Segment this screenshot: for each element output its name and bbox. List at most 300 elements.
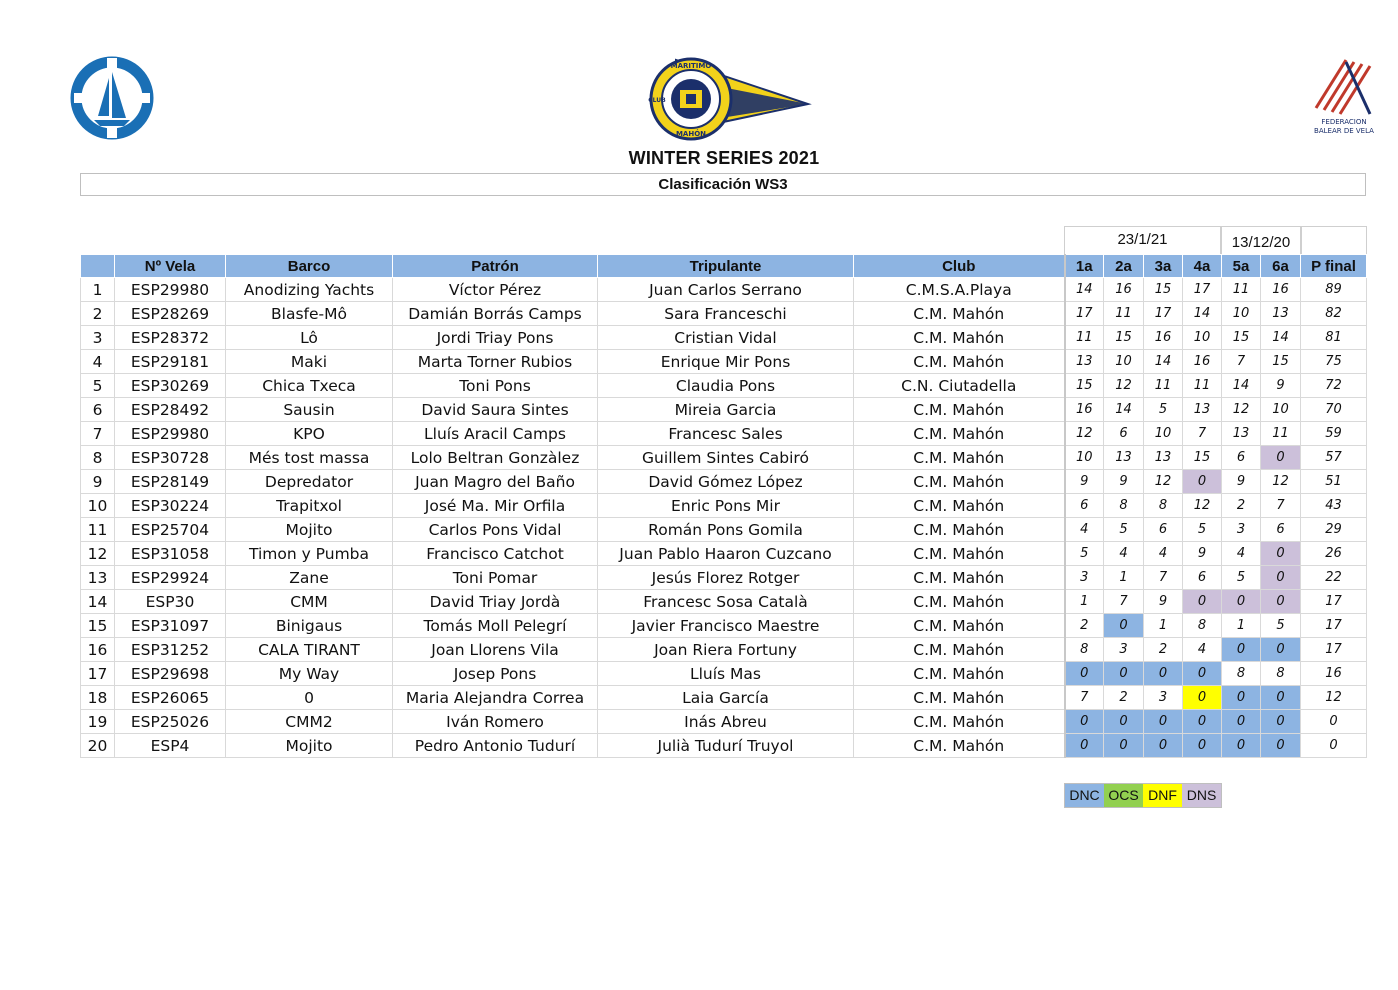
race-4a-score: 9 (1183, 542, 1222, 566)
race-4a-score: 12 (1183, 494, 1222, 518)
table-row (81, 326, 1367, 350)
race-3a-score: 10 (1144, 422, 1183, 446)
sail-number-cell: ESP29698 (115, 662, 226, 686)
crew-cell: Francesc Sales (598, 422, 854, 446)
skipper-cell: Carlos Pons Vidal (393, 518, 598, 542)
race-1a-score: 16 (1065, 398, 1104, 422)
final-points-cell: 17 (1301, 590, 1367, 614)
position-cell: 2 (81, 302, 115, 326)
crew-cell: Inás Abreu (598, 710, 854, 734)
race-2a-score: 11 (1104, 302, 1144, 326)
final-points-cell: 59 (1301, 422, 1367, 446)
penalty-legend (1064, 783, 1222, 808)
race-3a-score: 16 (1144, 326, 1183, 350)
position-cell: 3 (81, 326, 115, 350)
crew-cell: Guillem Sintes Cabiró (598, 446, 854, 470)
race-5a-score: 0 (1222, 710, 1261, 734)
race-1a-score: 12 (1065, 422, 1104, 446)
table-header-row (81, 255, 1367, 278)
club-cell: C.M. Mahón (854, 494, 1065, 518)
table-row (81, 398, 1367, 422)
race-1a-score: 1 (1065, 590, 1104, 614)
race-3a-score: 7 (1144, 566, 1183, 590)
crew-cell: David Gómez López (598, 470, 854, 494)
race-1a-score: 8 (1065, 638, 1104, 662)
race-4a-score: 13 (1183, 398, 1222, 422)
club-header: Club (854, 255, 1065, 278)
skipper-cell: Lluís Aracil Camps (393, 422, 598, 446)
final-points-cell: 17 (1301, 614, 1367, 638)
skipper-cell: Maria Alejandra Correa (393, 686, 598, 710)
table-row (81, 542, 1367, 566)
boat-cell: Depredator (226, 470, 393, 494)
race-5a-score: 14 (1222, 374, 1261, 398)
race-3a-score: 15 (1144, 278, 1183, 302)
final-points-cell: 82 (1301, 302, 1367, 326)
race-2a-score: 2 (1104, 686, 1144, 710)
boat-cell: Zane (226, 566, 393, 590)
race-6a-score: 12 (1261, 470, 1301, 494)
table-row (81, 638, 1367, 662)
position-cell: 19 (81, 710, 115, 734)
skipper-cell: Toni Pomar (393, 566, 598, 590)
position-cell: 11 (81, 518, 115, 542)
race-4a-score: 11 (1183, 374, 1222, 398)
table-row (81, 446, 1367, 470)
crew-cell: Javier Francisco Maestre (598, 614, 854, 638)
race-2a-score: 3 (1104, 638, 1144, 662)
race-3a-score: 8 (1144, 494, 1183, 518)
race-3a-header: 3a (1144, 255, 1183, 278)
race-6a-score: 0 (1261, 542, 1301, 566)
sail-number-cell: ESP26065 (115, 686, 226, 710)
crew-cell: Enrique Mir Pons (598, 350, 854, 374)
sail-number-cell: ESP4 (115, 734, 226, 758)
position-cell: 16 (81, 638, 115, 662)
table-row (81, 518, 1367, 542)
boat-cell: Chica Txeca (226, 374, 393, 398)
race-3a-score: 3 (1144, 686, 1183, 710)
race-4a-score: 0 (1183, 734, 1222, 758)
race-2a-score: 5 (1104, 518, 1144, 542)
final-points-cell: 22 (1301, 566, 1367, 590)
sail-number-cell: ESP29980 (115, 278, 226, 302)
table-row (81, 422, 1367, 446)
skipper-cell: Lolo Beltran Gonzàlez (393, 446, 598, 470)
race-4a-score: 4 (1183, 638, 1222, 662)
race-5a-score: 0 (1222, 638, 1261, 662)
skipper-cell: Tomás Moll Pelegrí (393, 614, 598, 638)
race-3a-score: 0 (1144, 734, 1183, 758)
race-3a-score: 4 (1144, 542, 1183, 566)
race-6a-score: 13 (1261, 302, 1301, 326)
position-cell: 15 (81, 614, 115, 638)
race-1a-score: 0 (1065, 662, 1104, 686)
date-race-5-6: 13/12/20 (1221, 226, 1301, 254)
skipper-cell: Pedro Antonio Tudurí (393, 734, 598, 758)
race-4a-score: 6 (1183, 566, 1222, 590)
boat-cell: Més tost massa (226, 446, 393, 470)
race-1a-score: 7 (1065, 686, 1104, 710)
federacion-balear-de-vela-logo (1306, 56, 1382, 142)
skipper-cell: José Ma. Mir Orfila (393, 494, 598, 518)
club-cell: C.M. Mahón (854, 326, 1065, 350)
race-4a-score: 17 (1183, 278, 1222, 302)
skipper-cell: David Saura Sintes (393, 398, 598, 422)
crew-cell: Enric Pons Mir (598, 494, 854, 518)
race-1a-score: 10 (1065, 446, 1104, 470)
race-2a-score: 16 (1104, 278, 1144, 302)
boat-cell: Anodizing Yachts (226, 278, 393, 302)
final-points-cell: 70 (1301, 398, 1367, 422)
club-cell: C.N. Ciutadella (854, 374, 1065, 398)
crew-cell: Juan Carlos Serrano (598, 278, 854, 302)
race-5a-header: 5a (1222, 255, 1261, 278)
race-4a-score: 0 (1183, 662, 1222, 686)
race-4a-header: 4a (1183, 255, 1222, 278)
crew-cell: Mireia Garcia (598, 398, 854, 422)
club-cell: C.M. Mahón (854, 590, 1065, 614)
race-1a-score: 17 (1065, 302, 1104, 326)
race-6a-score: 0 (1261, 590, 1301, 614)
position-cell: 7 (81, 422, 115, 446)
club-cell: C.M. Mahón (854, 518, 1065, 542)
race-2a-score: 8 (1104, 494, 1144, 518)
race-3a-score: 2 (1144, 638, 1183, 662)
race-6a-score: 0 (1261, 686, 1301, 710)
boat-cell: Mojito (226, 518, 393, 542)
race-5a-score: 4 (1222, 542, 1261, 566)
position-cell: 4 (81, 350, 115, 374)
race-5a-score: 12 (1222, 398, 1261, 422)
position-cell: 1 (81, 278, 115, 302)
sail-number-cell: ESP29924 (115, 566, 226, 590)
boat-cell: KPO (226, 422, 393, 446)
race-2a-score: 1 (1104, 566, 1144, 590)
final-points-cell: 0 (1301, 710, 1367, 734)
race-4a-score: 0 (1183, 470, 1222, 494)
race-5a-score: 15 (1222, 326, 1261, 350)
sail-number-cell: ESP30269 (115, 374, 226, 398)
crew-cell: Cristian Vidal (598, 326, 854, 350)
club-cell: C.M. Mahón (854, 350, 1065, 374)
patron-header: Patrón (393, 255, 598, 278)
race-4a-score: 14 (1183, 302, 1222, 326)
pos-header (81, 255, 115, 278)
position-cell: 18 (81, 686, 115, 710)
race-5a-score: 2 (1222, 494, 1261, 518)
race-4a-score: 8 (1183, 614, 1222, 638)
race-2a-score: 10 (1104, 350, 1144, 374)
race-3a-score: 1 (1144, 614, 1183, 638)
svg-text:CLUB: CLUB (648, 97, 666, 104)
race-2a-score: 0 (1104, 734, 1144, 758)
race-3a-score: 6 (1144, 518, 1183, 542)
sail-number-cell: ESP28372 (115, 326, 226, 350)
table-row (81, 734, 1367, 758)
final-points-cell: 29 (1301, 518, 1367, 542)
table-row (81, 374, 1367, 398)
table-row (81, 590, 1367, 614)
race-1a-score: 6 (1065, 494, 1104, 518)
position-cell: 6 (81, 398, 115, 422)
race-5a-score: 3 (1222, 518, 1261, 542)
race-6a-score: 16 (1261, 278, 1301, 302)
skipper-cell: Marta Torner Rubios (393, 350, 598, 374)
race-4a-score: 10 (1183, 326, 1222, 350)
race-6a-score: 8 (1261, 662, 1301, 686)
race-4a-score: 15 (1183, 446, 1222, 470)
race-5a-score: 5 (1222, 566, 1261, 590)
sail-number-cell: ESP28149 (115, 470, 226, 494)
race-2a-score: 9 (1104, 470, 1144, 494)
race-6a-score: 6 (1261, 518, 1301, 542)
club-cell: C.M. Mahón (854, 662, 1065, 686)
skipper-cell: Juan Magro del Baño (393, 470, 598, 494)
race-2a-score: 6 (1104, 422, 1144, 446)
race-3a-score: 11 (1144, 374, 1183, 398)
race-1a-score: 14 (1065, 278, 1104, 302)
race-5a-score: 0 (1222, 590, 1261, 614)
table-row (81, 278, 1367, 302)
skipper-cell: Damián Borrás Camps (393, 302, 598, 326)
race-6a-score: 5 (1261, 614, 1301, 638)
federation-line1: FEDERACION (1321, 118, 1367, 126)
table-row (81, 350, 1367, 374)
final-points-cell: 72 (1301, 374, 1367, 398)
position-cell: 12 (81, 542, 115, 566)
svg-text:MAHÓN: MAHÓN (675, 130, 707, 138)
position-cell: 13 (81, 566, 115, 590)
race-4a-score: 0 (1183, 710, 1222, 734)
race-6a-score: 10 (1261, 398, 1301, 422)
boat-cell: Mojito (226, 734, 393, 758)
race-4a-score: 0 (1183, 686, 1222, 710)
sail-number-cell: ESP25704 (115, 518, 226, 542)
race-1a-score: 5 (1065, 542, 1104, 566)
race-2a-score: 14 (1104, 398, 1144, 422)
race-2a-score: 4 (1104, 542, 1144, 566)
boat-cell: Sausin (226, 398, 393, 422)
final-points-cell: 89 (1301, 278, 1367, 302)
race-6a-header: 6a (1261, 255, 1301, 278)
race-3a-score: 12 (1144, 470, 1183, 494)
club-cell: C.M. Mahón (854, 686, 1065, 710)
race-5a-score: 0 (1222, 686, 1261, 710)
crew-cell: Julià Tudurí Truyol (598, 734, 854, 758)
table-row (81, 494, 1367, 518)
boat-cell: Blasfe-Mô (226, 302, 393, 326)
club-cell: C.M. Mahón (854, 470, 1065, 494)
crew-cell: Laia García (598, 686, 854, 710)
skipper-cell: Joan Llorens Vila (393, 638, 598, 662)
race-3a-score: 14 (1144, 350, 1183, 374)
sail-number-cell: ESP31058 (115, 542, 226, 566)
table-row (81, 686, 1367, 710)
race-2a-score: 0 (1104, 662, 1144, 686)
classification-subtitle: Clasificación WS3 (80, 173, 1366, 196)
federation-line2: BALEAR DE VELA (1314, 127, 1374, 135)
boat-cell: CALA TIRANT (226, 638, 393, 662)
boat-cell: 0 (226, 686, 393, 710)
legend-ocs: OCS (1104, 784, 1143, 807)
crew-cell: Francesc Sosa Català (598, 590, 854, 614)
tripulante-header: Tripulante (598, 255, 854, 278)
club-cell: C.M. Mahón (854, 422, 1065, 446)
race-3a-score: 0 (1144, 710, 1183, 734)
sail-number-cell: ESP30728 (115, 446, 226, 470)
race-2a-score: 12 (1104, 374, 1144, 398)
table-row (81, 614, 1367, 638)
race-1a-score: 15 (1065, 374, 1104, 398)
position-cell: 20 (81, 734, 115, 758)
table-row (81, 566, 1367, 590)
race-3a-score: 5 (1144, 398, 1183, 422)
final-points-cell: 75 (1301, 350, 1367, 374)
legend-dns: DNS (1182, 784, 1221, 807)
table-row (81, 710, 1367, 734)
final-points-cell: 17 (1301, 638, 1367, 662)
final-points-cell: 81 (1301, 326, 1367, 350)
final-points-cell: 51 (1301, 470, 1367, 494)
results-table (80, 254, 1367, 758)
race-6a-score: 0 (1261, 638, 1301, 662)
race-2a-score: 7 (1104, 590, 1144, 614)
race-6a-score: 0 (1261, 446, 1301, 470)
race-6a-score: 9 (1261, 374, 1301, 398)
race-6a-score: 0 (1261, 710, 1301, 734)
sail-number-cell: ESP28492 (115, 398, 226, 422)
boat-cell: CMM2 (226, 710, 393, 734)
race-3a-score: 17 (1144, 302, 1183, 326)
race-2a-score: 0 (1104, 614, 1144, 638)
race-5a-score: 8 (1222, 662, 1261, 686)
position-cell: 9 (81, 470, 115, 494)
club-cell: C.M. Mahón (854, 446, 1065, 470)
club-cell: C.M. Mahón (854, 638, 1065, 662)
sail-number-cell: ESP29181 (115, 350, 226, 374)
position-cell: 10 (81, 494, 115, 518)
boat-cell: Trapitxol (226, 494, 393, 518)
boat-cell: Lô (226, 326, 393, 350)
page-title: WINTER SERIES 2021 (628, 148, 820, 168)
final-points-cell: 26 (1301, 542, 1367, 566)
boat-cell: Maki (226, 350, 393, 374)
skipper-cell: Iván Romero (393, 710, 598, 734)
race-5a-score: 0 (1222, 734, 1261, 758)
skipper-cell: Toni Pons (393, 374, 598, 398)
race-1a-score: 0 (1065, 734, 1104, 758)
race-1a-score: 0 (1065, 710, 1104, 734)
race-5a-score: 9 (1222, 470, 1261, 494)
race-5a-score: 13 (1222, 422, 1261, 446)
p-final-header: P final (1301, 255, 1367, 278)
club-cell: C.M. Mahón (854, 734, 1065, 758)
race-1a-score: 9 (1065, 470, 1104, 494)
boat-cell: CMM (226, 590, 393, 614)
sail-number-cell: ESP31097 (115, 614, 226, 638)
race-1a-score: 13 (1065, 350, 1104, 374)
race-6a-score: 15 (1261, 350, 1301, 374)
race-4a-score: 16 (1183, 350, 1222, 374)
skipper-cell: Francisco Catchot (393, 542, 598, 566)
position-cell: 8 (81, 446, 115, 470)
race-5a-score: 1 (1222, 614, 1261, 638)
crew-cell: Juan Pablo Haaron Cuzcano (598, 542, 854, 566)
final-points-cell: 16 (1301, 662, 1367, 686)
position-cell: 14 (81, 590, 115, 614)
crew-cell: Román Pons Gomila (598, 518, 854, 542)
sail-number-cell: ESP30 (115, 590, 226, 614)
skipper-cell: Josep Pons (393, 662, 598, 686)
position-cell: 17 (81, 662, 115, 686)
date-race-1-4: 23/1/21 (1064, 226, 1221, 254)
final-points-cell: 43 (1301, 494, 1367, 518)
skipper-cell: David Triay Jordà (393, 590, 598, 614)
club-cell: C.M. Mahón (854, 302, 1065, 326)
vela-header: Nº Vela (115, 255, 226, 278)
race-6a-score: 0 (1261, 734, 1301, 758)
legend-dnc: DNC (1065, 784, 1104, 807)
race-6a-score: 0 (1261, 566, 1301, 590)
skipper-cell: Víctor Pérez (393, 278, 598, 302)
race-5a-score: 6 (1222, 446, 1261, 470)
sail-number-cell: ESP29980 (115, 422, 226, 446)
boat-cell: Timon y Pumba (226, 542, 393, 566)
race-6a-score: 11 (1261, 422, 1301, 446)
club-cell: C.M. Mahón (854, 398, 1065, 422)
crew-cell: Sara Franceschi (598, 302, 854, 326)
race-5a-score: 11 (1222, 278, 1261, 302)
race-1a-score: 11 (1065, 326, 1104, 350)
race-3a-score: 13 (1144, 446, 1183, 470)
skipper-cell: Jordi Triay Pons (393, 326, 598, 350)
race-6a-score: 14 (1261, 326, 1301, 350)
race-4a-score: 0 (1183, 590, 1222, 614)
table-row (81, 302, 1367, 326)
race-3a-score: 0 (1144, 662, 1183, 686)
barco-header: Barco (226, 255, 393, 278)
svg-text:MARITIMO: MARITIMO (670, 62, 712, 70)
table-row (81, 470, 1367, 494)
boat-cell: Binigaus (226, 614, 393, 638)
club-cell: C.M.S.A.Playa (854, 278, 1065, 302)
club-maritimo-mahon-logo (636, 52, 812, 146)
crew-cell: Joan Riera Fortuny (598, 638, 854, 662)
boat-cell: My Way (226, 662, 393, 686)
sail-number-cell: ESP25026 (115, 710, 226, 734)
race-2a-score: 15 (1104, 326, 1144, 350)
position-cell: 5 (81, 374, 115, 398)
race-3a-score: 9 (1144, 590, 1183, 614)
sail-number-cell: ESP30224 (115, 494, 226, 518)
crew-cell: Lluís Mas (598, 662, 854, 686)
final-points-cell: 0 (1301, 734, 1367, 758)
crew-cell: Jesús Florez Rotger (598, 566, 854, 590)
club-cell: C.M. Mahón (854, 566, 1065, 590)
race-1a-score: 2 (1065, 614, 1104, 638)
sail-number-cell: ESP31252 (115, 638, 226, 662)
legend-dnf: DNF (1143, 784, 1182, 807)
final-points-cell: 57 (1301, 446, 1367, 470)
club-cell: C.M. Mahón (854, 710, 1065, 734)
club-cell: C.M. Mahón (854, 542, 1065, 566)
crew-cell: Claudia Pons (598, 374, 854, 398)
race-1a-score: 3 (1065, 566, 1104, 590)
race-5a-score: 10 (1222, 302, 1261, 326)
race-2a-score: 0 (1104, 710, 1144, 734)
race-2a-header: 2a (1104, 255, 1144, 278)
